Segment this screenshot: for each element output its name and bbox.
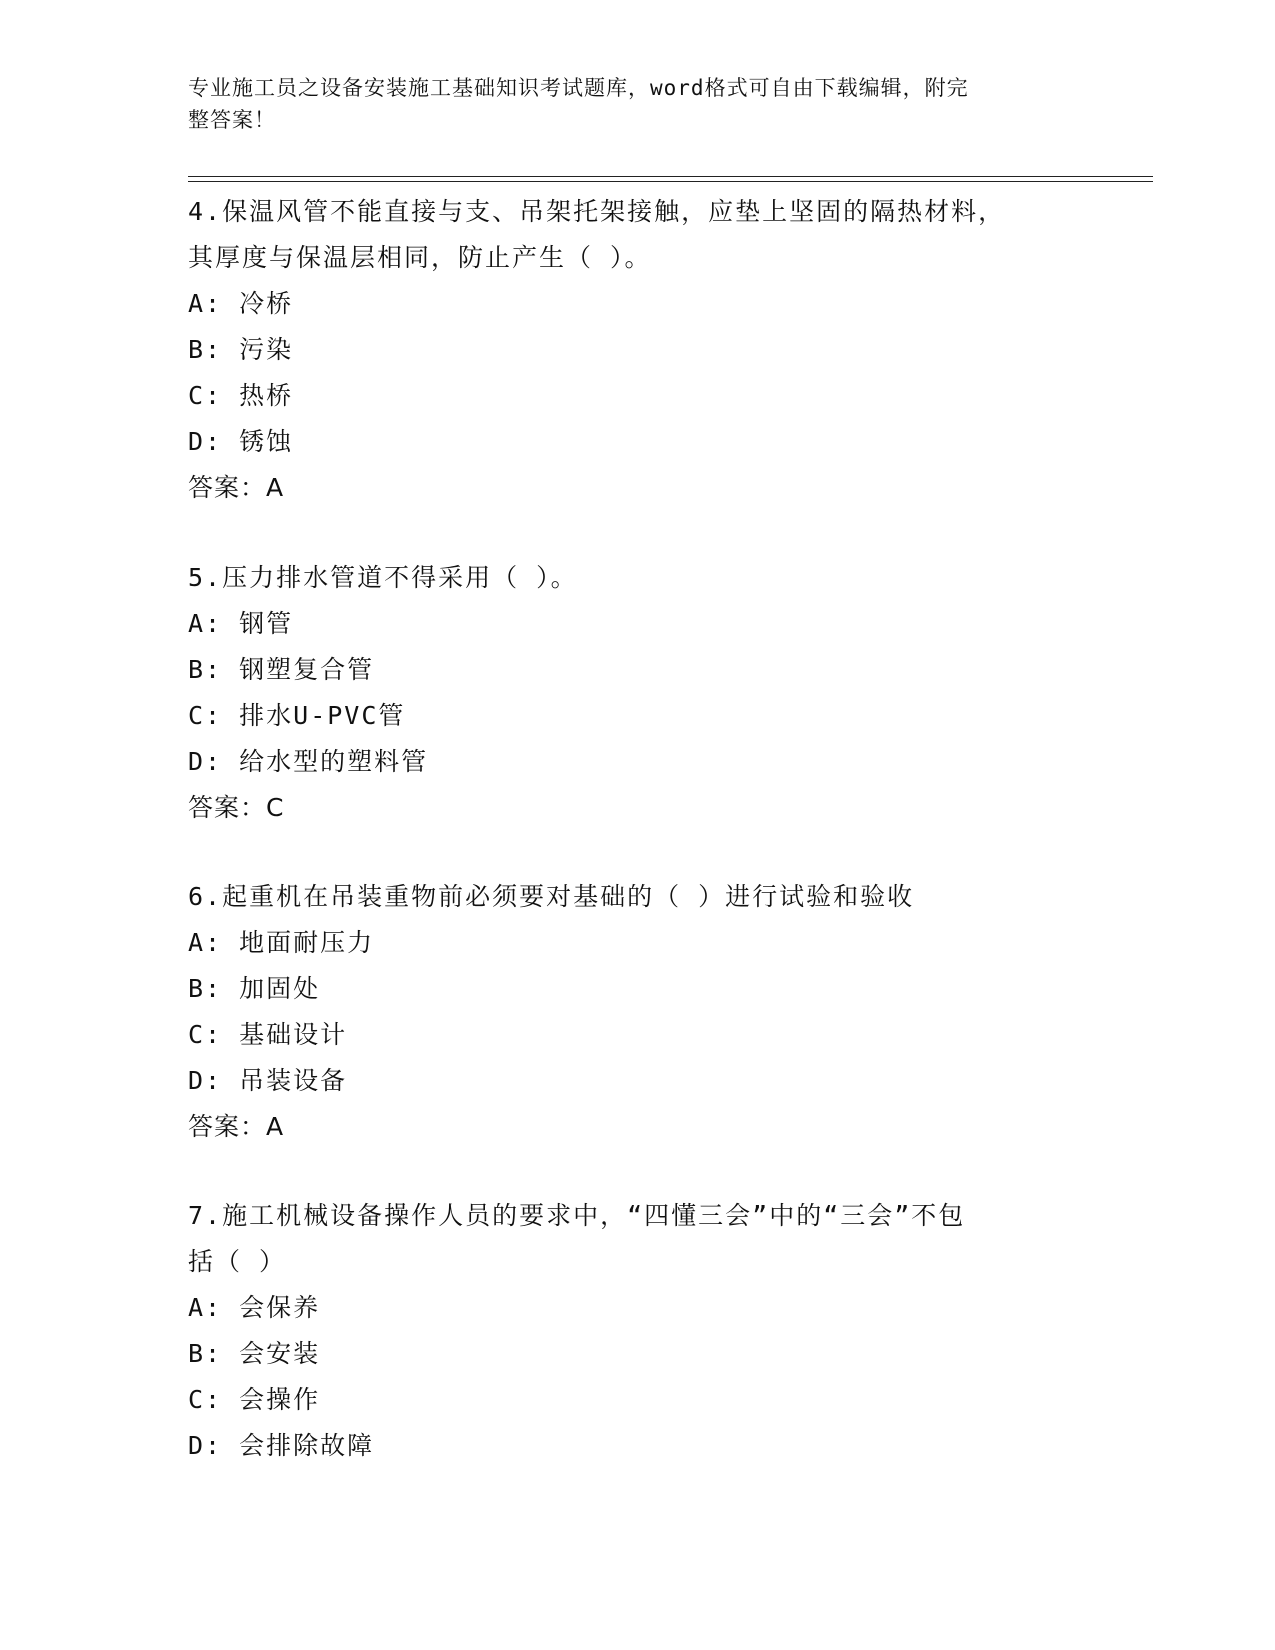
option-a: A: 会保养 (188, 1293, 321, 1322)
question-block-5 (188, 555, 1088, 831)
question-stem: 括（ ） (188, 1247, 287, 1276)
option-c: C: 热桥 (188, 381, 294, 410)
question-block-6 (188, 874, 1088, 1150)
document-header (188, 72, 1068, 136)
option-a: A: 钢管 (188, 609, 294, 638)
answer-line: 答案：A (188, 473, 285, 502)
answer-line: 答案：C (188, 793, 285, 822)
option-d: D: 锈蚀 (188, 427, 294, 456)
question-stem: 6.起重机在吊装重物前必须要对基础的（ ）进行试验和验收 (188, 882, 915, 911)
option-a: A: 地面耐压力 (188, 928, 375, 957)
option-c: C: 基础设计 (188, 1020, 348, 1049)
answer-line: 答案：A (188, 1112, 285, 1141)
option-b: B: 钢塑复合管 (188, 655, 375, 684)
question-stem: 7.施工机械设备操作人员的要求中，“四懂三会”中的“三会”不包 (188, 1201, 966, 1230)
header-line-1: 专业施工员之设备安装施工基础知识考试题库，word格式可自由下载编辑，附完 (188, 76, 969, 100)
option-b: B: 会安装 (188, 1339, 321, 1368)
option-c: C: 排水U-PVC管 (188, 701, 406, 730)
option-d: D: 吊装设备 (188, 1066, 348, 1095)
option-c: C: 会操作 (188, 1385, 321, 1414)
question-stem: 其厚度与保温层相同，防止产生（ ）。 (188, 243, 652, 272)
option-b: B: 加固处 (188, 974, 321, 1003)
question-stem: 5.压力排水管道不得采用（ ）。 (188, 563, 578, 592)
question-block-7 (188, 1193, 1088, 1469)
option-a: A: 冷桥 (188, 289, 294, 318)
question-stem: 4.保温风管不能直接与支、吊架托架接触，应垫上坚固的隔热材料， (188, 197, 1006, 226)
header-divider-bottom (188, 181, 1153, 182)
option-b: B: 污染 (188, 335, 294, 364)
header-line-2: 整答案！ (188, 108, 276, 132)
question-block-4 (188, 189, 1088, 511)
option-d: D: 会排除故障 (188, 1431, 375, 1460)
option-d: D: 给水型的塑料管 (188, 747, 429, 776)
header-divider-top (188, 176, 1153, 177)
